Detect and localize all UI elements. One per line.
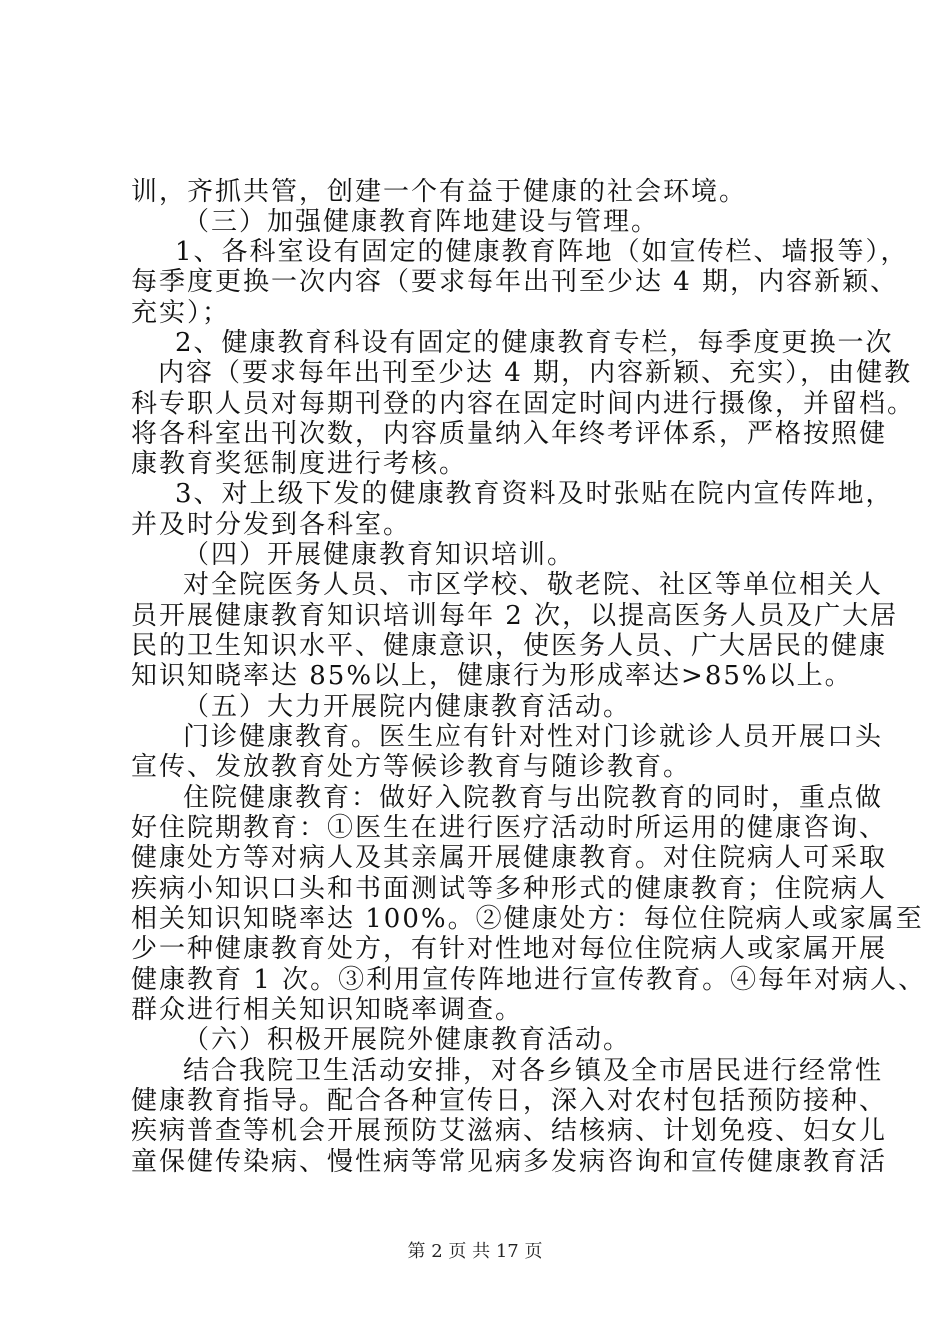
text-line-23: 健康处方等对病人及其亲属开展健康教育。对住院病人可采取 bbox=[131, 843, 888, 873]
section-heading-3: （三）加强健康教育阵地建设与管理。 bbox=[183, 207, 660, 237]
text-line-10: 康教育奖惩制度进行考核。 bbox=[131, 449, 468, 479]
text-line-33: 童保健传染病、慢性病等常见病多发病咨询和宣传健康教育活 bbox=[131, 1147, 888, 1177]
text-line-14: 对全院医务人员、市区学校、敬老院、社区等单位相关人 bbox=[183, 570, 884, 600]
text-line-4: 每季度更换一次内容（要求每年出刊至少达 4 期，内容新颖、 bbox=[131, 267, 899, 297]
text-line-20: 宣传、发放教育处方等候诊教育与随诊教育。 bbox=[131, 752, 692, 782]
text-line-7: 内容（要求每年出刊至少达 4 期，内容新颖、充实），由健教 bbox=[158, 358, 913, 388]
text-line-8: 科专职人员对每期刊登的内容在固定时间内进行摄像，并留档。 bbox=[131, 389, 916, 419]
section-heading-4: （四）开展健康教育知识培训。 bbox=[183, 540, 576, 570]
section-heading-5: （五）大力开展院内健康教育活动。 bbox=[183, 692, 632, 722]
text-line-22: 好住院期教育：①医生在进行医疗活动时所运用的健康咨询、 bbox=[131, 813, 888, 843]
text-line-26: 少一种健康教育处方，有针对性地对每位住院病人或家属开展 bbox=[131, 934, 888, 964]
text-line-17: 知识知晓率达 85%以上，健康行为形成率达>85%以上。 bbox=[131, 661, 853, 691]
text-line-30: 结合我院卫生活动安排，对各乡镇及全市居民进行经常性 bbox=[183, 1056, 884, 1086]
text-line-27: 健康教育 1 次。③利用宣传阵地进行宣传教育。④每年对病人、 bbox=[131, 965, 927, 995]
section-heading-6: （六）积极开展院外健康教育活动。 bbox=[183, 1025, 632, 1055]
text-line-21: 住院健康教育：做好入院教育与出院教育的同时，重点做 bbox=[183, 783, 884, 813]
text-line-15: 员开展健康教育知识培训每年 2 次，以提高医务人员及广大居 bbox=[131, 601, 899, 631]
text-line-12: 并及时分发到各科室。 bbox=[131, 510, 412, 540]
text-line-28: 群众进行相关知识知晓率调查。 bbox=[131, 995, 524, 1025]
text-line-9: 将各科室出刊次数，内容质量纳入年终考评体系，严格按照健 bbox=[131, 419, 888, 449]
text-line-32: 疾病普查等机会开展预防艾滋病、结核病、计划免疫、妇女儿 bbox=[131, 1116, 888, 1146]
page-footer: 第 2 页 共 17 页 bbox=[407, 1241, 543, 1262]
text-line-16: 民的卫生知识水平、健康意识，使医务人员、广大居民的健康 bbox=[131, 631, 888, 661]
text-line-6: 2、健康教育科设有固定的健康教育专栏，每季度更换一次 bbox=[175, 328, 894, 358]
text-line-1: 训，齐抓共管，创建一个有益于健康的社会环境。 bbox=[131, 177, 748, 207]
text-line-24: 疾病小知识口头和书面测试等多种形式的健康教育；住院病人 bbox=[131, 874, 888, 904]
text-line-31: 健康教育指导。配合各种宣传日，深入对农村包括预防接种、 bbox=[131, 1086, 888, 1116]
text-line-11: 3、对上级下发的健康教育资料及时张贴在院内宣传阵地， bbox=[175, 479, 894, 509]
text-line-25: 相关知识知晓率达 100%。②健康处方：每位住院病人或家属至 bbox=[131, 904, 924, 934]
text-line-3: 1、各科室设有固定的健康教育阵地（如宣传栏、墙报等）， bbox=[175, 237, 909, 267]
text-line-5: 充实）； bbox=[131, 298, 231, 328]
text-line-19: 门诊健康教育。医生应有针对性对门诊就诊人员开展口头 bbox=[183, 722, 884, 752]
